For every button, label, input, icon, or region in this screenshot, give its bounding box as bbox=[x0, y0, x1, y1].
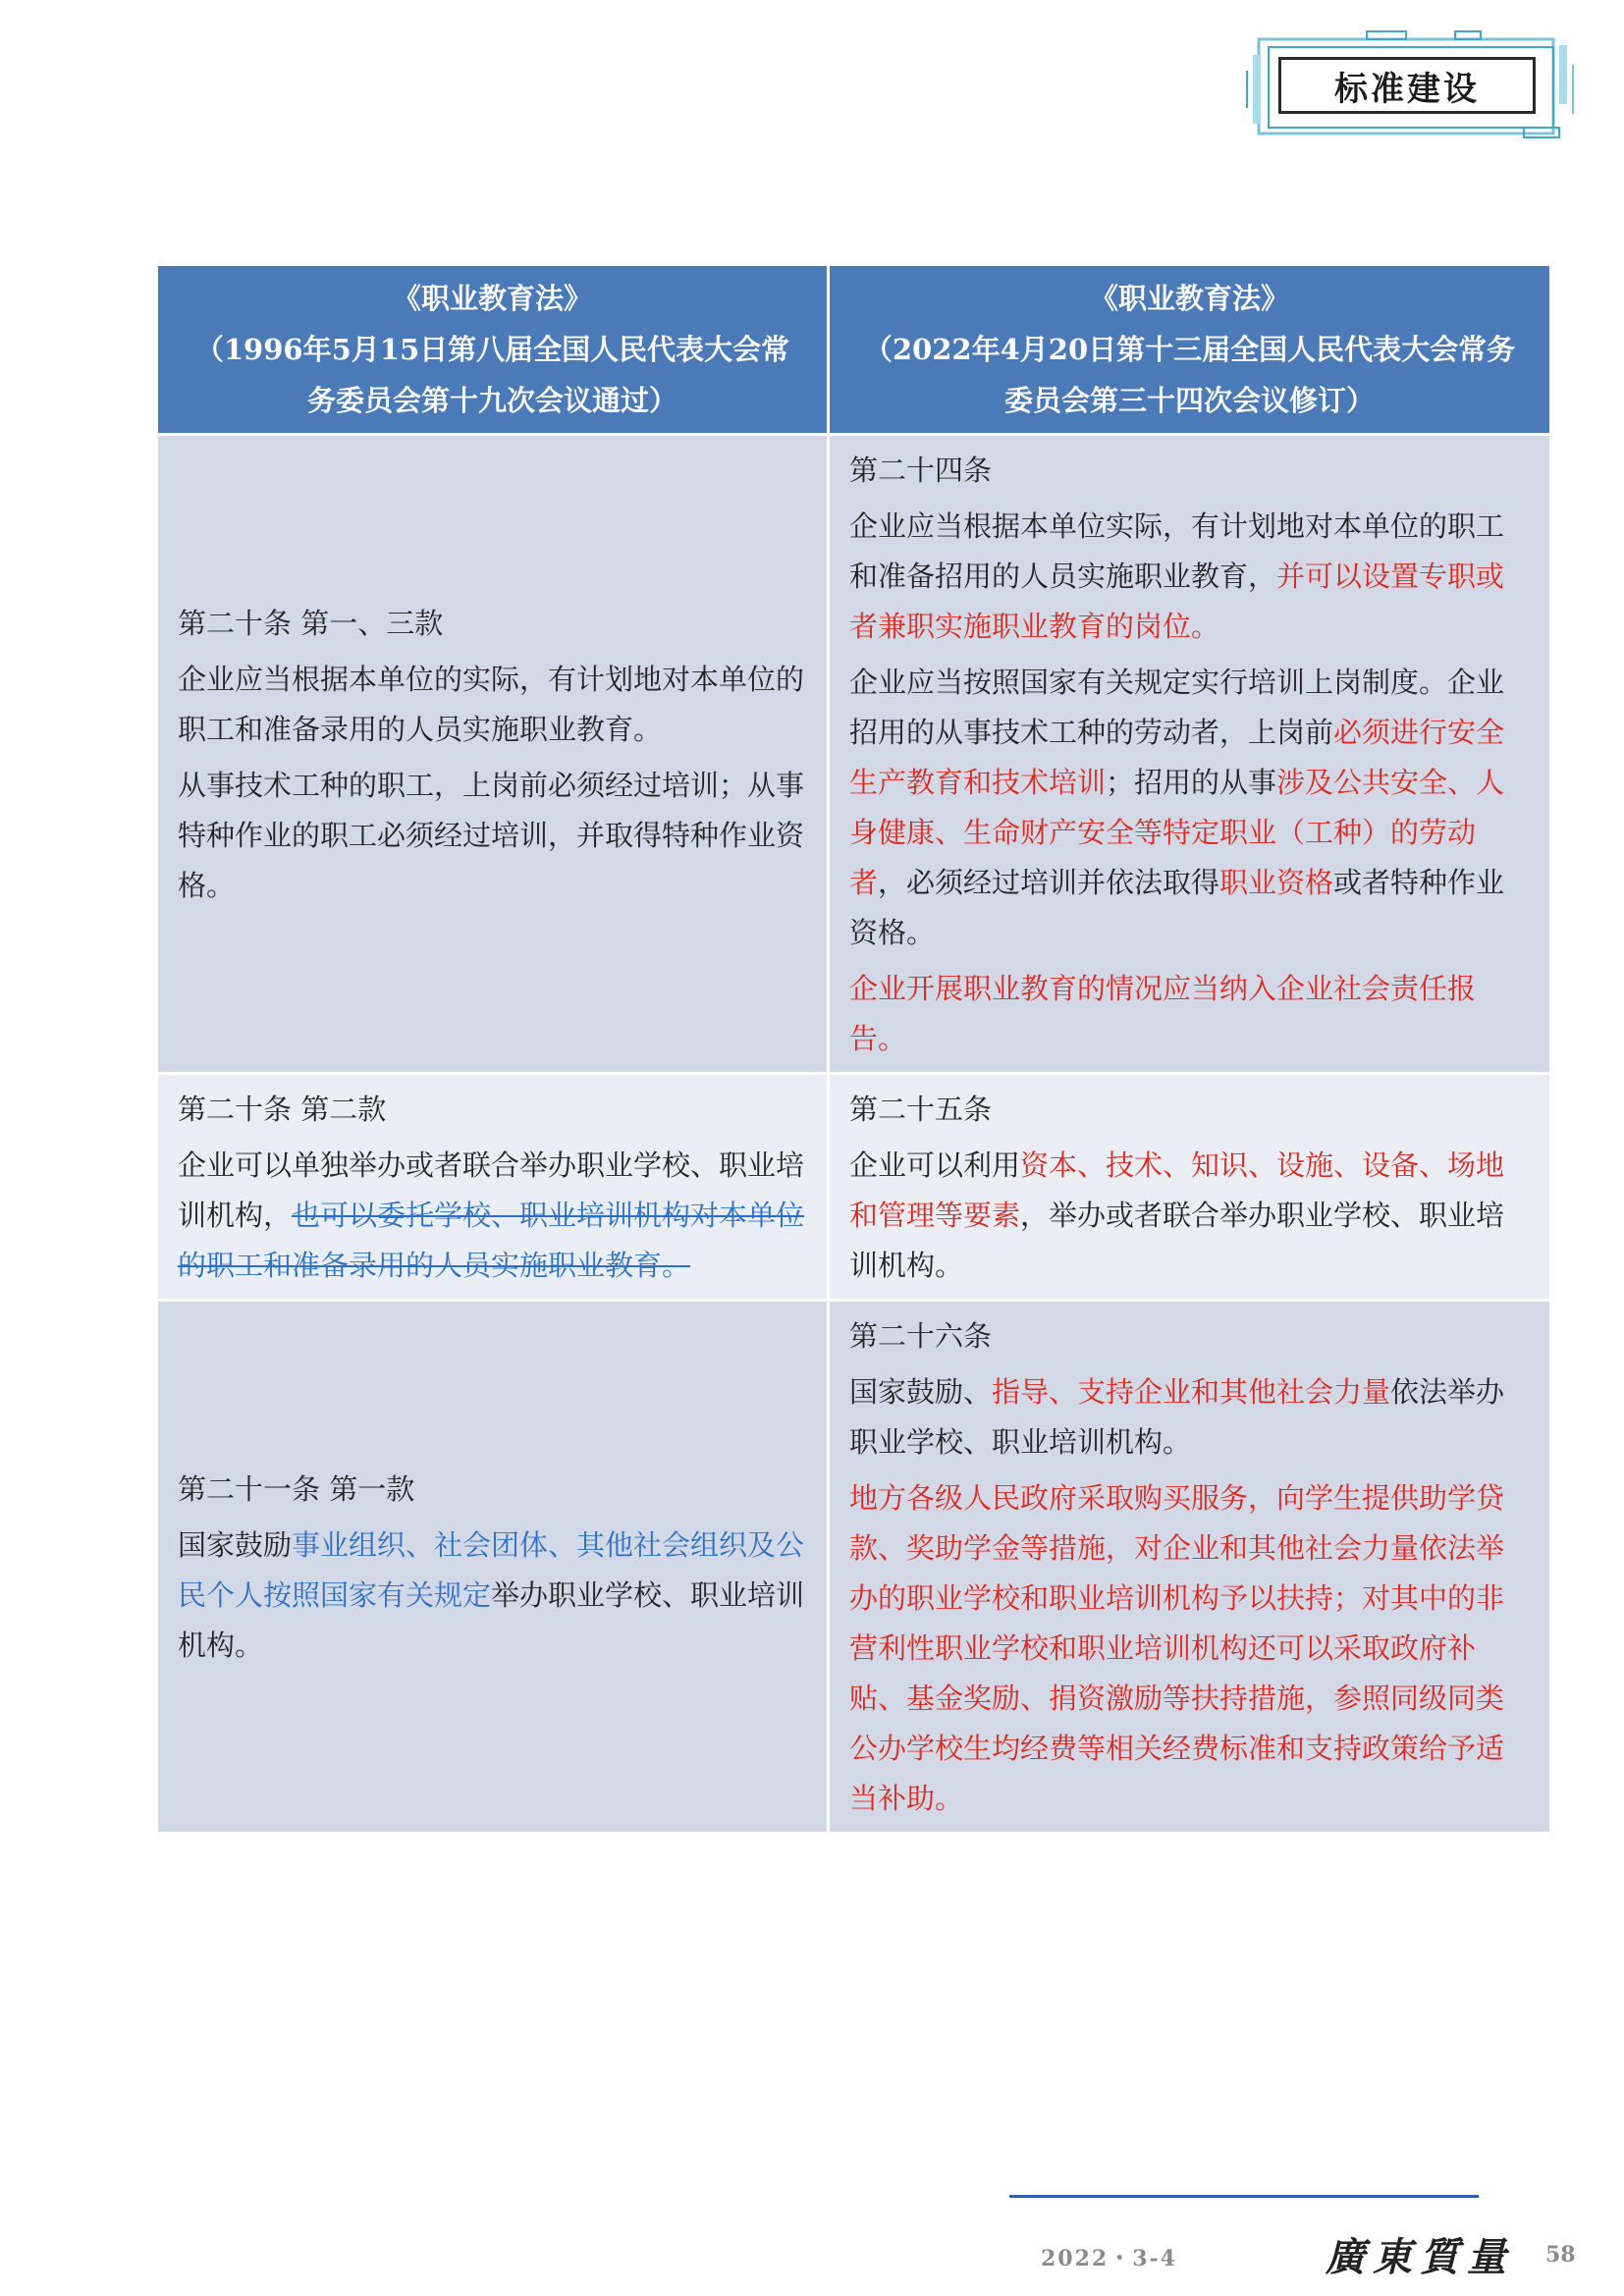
article-paragraph bbox=[849, 502, 1530, 652]
page-number: 58 bbox=[1545, 2242, 1576, 2268]
article-heading: 第二十四条 bbox=[849, 454, 993, 487]
footer-rule bbox=[1009, 2195, 1479, 2198]
table-row bbox=[157, 435, 1551, 1074]
table-row bbox=[157, 1074, 1551, 1301]
unchanged-text: 企业应当根据本单位实际，有计划地对本单位的职工和准备招用的人员实施职业教育， bbox=[849, 509, 1505, 593]
article-heading: 第二十条 第一、三款 bbox=[178, 607, 444, 640]
article-paragraph bbox=[849, 658, 1530, 958]
header-new-title: 《职业教育法》 bbox=[1089, 282, 1289, 315]
header-new-subtitle-line1: （2022年4月20日第十三届全国人民代表大会常务 bbox=[863, 333, 1516, 366]
section-title: 标准建设 bbox=[1278, 57, 1536, 114]
added-text: 并可以设置专职或者兼职实施职业教育的岗位。 bbox=[849, 560, 1505, 643]
new-article-cell bbox=[829, 1074, 1551, 1301]
issue-date: 2022・3-4 bbox=[1041, 2246, 1177, 2271]
added-paragraph: 企业开展职业教育的情况应当纳入企业社会责任报告。 bbox=[849, 972, 1477, 1055]
header-new-subtitle-line2: 委员会第三十四次会议修订） bbox=[1003, 384, 1375, 417]
article-paragraph: 从事技术工种的职工，上岗前必须经过培训；从事特种作业的职工必须经过培训，并取得特种作业资格。 bbox=[178, 769, 805, 902]
article-heading: 第二十一条 第一款 bbox=[178, 1472, 415, 1506]
article-heading: 第二十六条 bbox=[849, 1319, 993, 1353]
unchanged-text: ，必须经过培训并依法取得 bbox=[878, 866, 1220, 899]
article-heading: 第二十条 第二款 bbox=[178, 1093, 387, 1126]
article-paragraph bbox=[849, 1367, 1530, 1468]
article-heading: 第二十五条 bbox=[849, 1093, 993, 1126]
unchanged-text: 国家鼓励、 bbox=[849, 1375, 993, 1409]
magazine-logo: 廣東質量 bbox=[1326, 2234, 1514, 2280]
old-article-cell bbox=[157, 435, 829, 1074]
unchanged-text: 企业可以单独举办或者联合举办职业学校、职业培训机构， bbox=[178, 1148, 805, 1232]
added-text: 必须进行安全生产教育和技术培训 bbox=[849, 716, 1505, 799]
unchanged-text: 举办职业学校、职业培训机构。 bbox=[178, 1578, 805, 1662]
unchanged-text: 企业可以利用 bbox=[849, 1148, 1021, 1182]
added-text: 指导、支持企业和其他社会力量 bbox=[992, 1375, 1391, 1409]
header-old-title: 《职业教育法》 bbox=[392, 282, 592, 315]
header-new-law bbox=[829, 265, 1551, 435]
header-old-subtitle-line1: （1996年5月15日第八届全国人民代表大会常 bbox=[194, 333, 790, 366]
article-paragraph bbox=[849, 1141, 1530, 1291]
added-text: 资本、技术、知识、设施、设备、场地和管理等要素 bbox=[849, 1148, 1505, 1232]
table-header-row bbox=[157, 265, 1551, 435]
old-article-cell bbox=[157, 1301, 829, 1834]
added-paragraph: 地方各级人民政府采取购买服务，向学生提供助学贷款、奖助学金等措施，对企业和其他社会力量依法举办的职业学校和职业培训机构予以扶持；对其中的非营利性职业学校和职业培训机构还可以采取政府补贴、基金奖励、捐资激励等扶持措施，参照同级同类公办学校生均经费等相关经费标准和支持政策给予适当补助。 bbox=[849, 1481, 1505, 1815]
unchanged-text: 或者特种作业资格。 bbox=[849, 866, 1505, 949]
new-article-cell bbox=[829, 1301, 1551, 1834]
header-old-law bbox=[157, 265, 829, 435]
article-paragraph bbox=[178, 1141, 807, 1291]
unchanged-text: 依法举办职业学校、职业培训机构。 bbox=[849, 1375, 1505, 1459]
unchanged-text: ；招用的从事 bbox=[1106, 766, 1277, 799]
header-old-subtitle-line2: 务委员会第十九次会议通过） bbox=[306, 384, 677, 417]
table-row bbox=[157, 1301, 1551, 1834]
unchanged-text: 国家鼓励 bbox=[178, 1528, 293, 1562]
changed-text: 事业组织、社会团体、其他社会组织及公民个人按照国家有关规定 bbox=[178, 1528, 805, 1612]
section-badge bbox=[1239, 26, 1583, 145]
article-paragraph bbox=[178, 1521, 807, 1671]
law-comparison-table bbox=[155, 263, 1552, 1835]
unchanged-text: 企业应当按照国家有关规定实行培训上岗制度。企业招用的从事技术工种的劳动者，上岗前 bbox=[849, 666, 1505, 749]
new-article-cell bbox=[829, 435, 1551, 1074]
unchanged-text: ，举办或者联合举办职业学校、职业培训机构。 bbox=[849, 1199, 1505, 1282]
old-article-cell bbox=[157, 1074, 829, 1301]
deleted-text: 也可以委托学校、职业培训机构对本单位的职工和准备录用的人员实施职业教育。 bbox=[178, 1199, 805, 1282]
article-paragraph: 企业应当根据本单位的实际，有计划地对本单位的职工和准备录用的人员实施职业教育。 bbox=[178, 663, 805, 746]
added-text: 涉及公共安全、人身健康、生命财产安全等特定职业（工种）的劳动者 bbox=[849, 766, 1505, 899]
added-text: 职业资格 bbox=[1219, 866, 1334, 899]
